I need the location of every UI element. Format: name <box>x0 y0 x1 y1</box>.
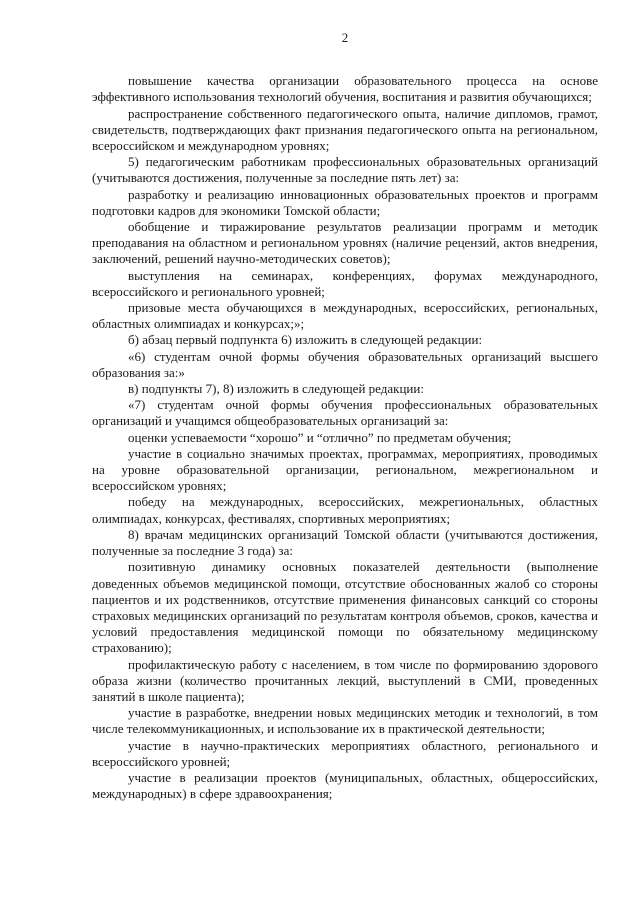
paragraph: в) подпункты 7), 8) изложить в следующей редакции: <box>128 381 424 397</box>
paragraph: участие в реализации проектов (муниципальных, областных, общероссийских, международных) в сфере здравоохранения; <box>92 769 598 802</box>
paragraph: «6) студентам очной формы обучения образовательных организаций высшего образования за:» <box>92 348 598 380</box>
paragraph: 5) педагогическим работникам профессиональных образовательных организаций (учитываются достижения, полученные за последние пять лет) за: <box>92 154 598 186</box>
paragraph: б) абзац первый подпункта 6) изложить в следующей редакции: <box>128 332 483 348</box>
paragraph: 8) врачам медицинских организаций Томской области (учитываются достижения, полученные за последние 3 года) за: <box>92 526 598 559</box>
paragraph: разработку и реализацию инновационных образовательных проектов и программ подготовки кадров для экономики Томской области; <box>92 186 598 218</box>
paragraph: победу на международных, всероссийских, межрегиональных, областных олимпиадах, конкурсах, фестивалях, спортивных мероприятиях; <box>92 494 598 526</box>
paragraph: призовые места обучающихся в международных, всероссийских, региональных, областных олимпиадах и конкурсах;»; <box>92 300 598 332</box>
paragraph: повышение качества организации образовательного процесса на основе эффективного использования технологий обучения, воспитания и развития обучающихся; <box>92 73 598 105</box>
paragraph: позитивную динамику основных показателей деятельности (выполнение доведенных объемов медицинской помощи, отсутствие обоснованных жалоб со стороны пациентов и их родственников, отсутствие применения финансовых санкций со стороны страховых медицинских организаций по результатам контроля объемов, сроков, качества и условий предоставления медицинской помощи по обязательному медицинскому страхованию); <box>92 559 598 656</box>
document-body <box>92 73 598 802</box>
paragraph: профилактическую работу с населением, в том числе по формированию здорового образа жизни (количество прочитанных лекций, выступлений в СМИ, проведенных занятий в школе пациента); <box>92 656 598 704</box>
paragraph: участие в социально значимых проектах, программах, мероприятиях, проводимых на уровне образовательной организации, региональном, межрегиональном и всероссийском уровнях; <box>92 445 598 494</box>
paragraph: распространение собственного педагогического опыта, наличие дипломов, грамот, свидетельств, подтверждающих факт признания педагогического опыта на региональном, всероссийском и международном уровнях; <box>92 105 598 154</box>
paragraph: выступления на семинарах, конференциях, форумах международного, всероссийского и регионального уровней; <box>92 267 598 299</box>
paragraph: «7) студентам очной формы обучения профессиональных образовательных организаций и учащимся общеобразовательных организаций за: <box>92 397 598 429</box>
page-number: 2 <box>341 30 349 45</box>
paragraph: участие в разработке, внедрении новых медицинских методик и технологий, в том числе телекоммуникационных, и использование их в практической деятельности; <box>92 705 598 737</box>
paragraph: обобщение и тиражирование результатов реализации программ и методик преподавания на областном и региональном уровнях (наличие рецензий, актов внедрения, заключений, решений научно-методических советов); <box>92 219 598 267</box>
paragraph: оценки успеваемости “хорошо” и “отлично” по предметам обучения; <box>128 429 512 445</box>
paragraph: участие в научно-практических мероприятиях областного, регионального и всероссийского уровней; <box>92 737 598 769</box>
